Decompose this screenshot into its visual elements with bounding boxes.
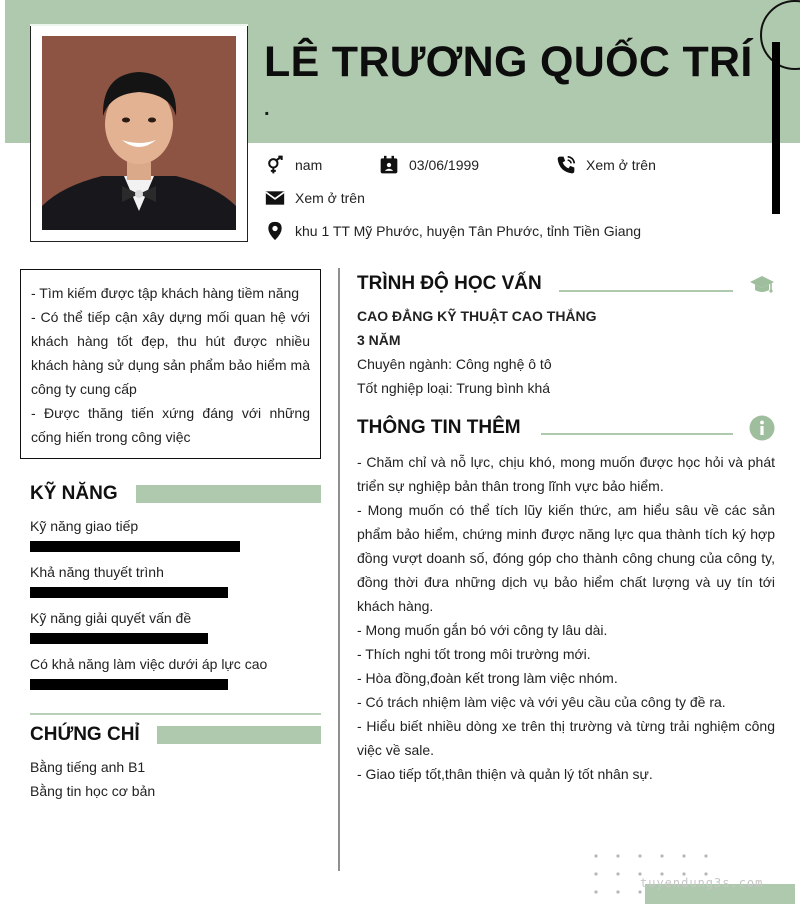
career-objective-box	[20, 269, 321, 459]
address-item	[265, 221, 641, 241]
calendar-icon	[379, 155, 399, 175]
skill-name: Kỹ năng giải quyết vấn đề	[30, 610, 192, 626]
additional-info-line: - Giao tiếp tốt,thân thiện và quản lý tốt nhân sự.	[357, 766, 653, 782]
gender-text: nam	[295, 157, 323, 173]
skill-bar-fill	[30, 633, 208, 644]
certificates-title: CHỨNG CHỈ	[30, 724, 140, 745]
major: Chuyên ngành: Công nghệ ô tô	[357, 356, 552, 372]
graduation-grade: Tốt nghiệp loại: Trung bình khá	[357, 380, 551, 396]
objective-line: - Tìm kiếm được tập khách hàng tiềm năng	[31, 285, 300, 301]
skills-title: KỸ NĂNG	[30, 483, 118, 504]
additional-info-line: - Mong muốn có thể tích lũy kiến thức, am hiểu sâu về các sản phẩm bảo hiểm, chứng minh được năng lực qua thành tích ký hợp đồng vượt doanh số, đóng góp cho thành công chung của công ty, đồng thời đưa những dịch vụ bảo hiểm chất lượng và uy tín tới khách hàng.	[357, 502, 775, 614]
birthdate-item	[379, 155, 479, 175]
phone-icon	[556, 155, 576, 175]
skill-name: Khả năng thuyết trình	[30, 564, 164, 580]
location-pin-icon	[265, 221, 285, 241]
additional-info-line: - Hiểu biết nhiều dòng xe trên thị trường và từng trải nghiệm công việc về sale.	[357, 718, 775, 758]
section-divider	[30, 713, 321, 715]
additional-info-title-line	[541, 433, 733, 435]
person-name: LÊ TRƯƠNG QUỐC TRÍ	[264, 38, 753, 86]
birthdate-text: 03/06/1999	[409, 157, 480, 173]
skill-bar-fill	[30, 679, 228, 690]
skill-bar	[30, 679, 321, 690]
envelope-icon	[265, 188, 285, 208]
school-name: CAO ĐẲNG KỸ THUẬT CAO THẮNG	[357, 308, 597, 324]
additional-info-line: - Mong muốn gắn bó với công ty lâu dài.	[357, 622, 608, 638]
skill-bar	[30, 633, 321, 644]
objective-line: - Được thăng tiến xứng đáng với những cống hiến trong công việc	[31, 405, 310, 445]
info-icon	[749, 415, 775, 441]
gender-item	[265, 155, 322, 175]
skill-name: Có khả năng làm việc dưới áp lực cao	[30, 656, 268, 672]
skills-title-bar	[136, 485, 321, 503]
watermark: tuyendung3s.com	[640, 876, 764, 890]
phone-text: Xem ở trên	[586, 157, 656, 173]
column-divider	[338, 268, 340, 871]
email-text: Xem ở trên	[295, 190, 365, 206]
decorative-bar	[772, 42, 780, 214]
additional-info-line: - Hòa đồng,đoàn kết trong làm việc nhóm.	[357, 670, 618, 686]
skill-name: Kỹ năng giao tiếp	[30, 518, 139, 534]
skill-bar	[30, 541, 321, 552]
additional-info-content	[357, 450, 775, 786]
address-text: khu 1 TT Mỹ Phước, huyện Tân Phước, tỉnh Tiền Giang	[295, 223, 642, 239]
additional-info-line: - Thích nghi tốt trong môi trường mới.	[357, 646, 591, 662]
job-title: .	[264, 98, 270, 120]
gender-icon	[265, 155, 285, 175]
objective-line: - Có thể tiếp cận xây dựng mối quan hệ với khách hàng tốt đẹp, thu hút được nhiều khách hàng sử dụng sản phẩm bảo hiểm mà công ty cung cấp	[31, 309, 310, 397]
additional-info-line: - Chăm chỉ và nỗ lực, chịu khó, mong muốn được học hỏi và phát triển sự nghiệp bản thân trong lĩnh vực bảo hiểm.	[357, 454, 775, 494]
skill-bar	[30, 587, 321, 598]
education-title: TRÌNH ĐỘ HỌC VẤN	[357, 273, 542, 294]
phone-item	[556, 155, 656, 175]
skill-bar-fill	[30, 541, 240, 552]
additional-info-line: - Có trách nhiệm làm việc và với yêu cầu của công ty đề ra.	[357, 694, 726, 710]
email-item	[265, 188, 365, 208]
certificate-item: Bằng tin học cơ bản	[30, 783, 156, 799]
photo-frame-highlight	[30, 24, 248, 26]
education-title-line	[559, 290, 733, 292]
avatar	[42, 36, 236, 230]
certificates-title-bar	[157, 726, 321, 744]
skill-bar-fill	[30, 587, 228, 598]
additional-info-title: THÔNG TIN THÊM	[357, 417, 521, 438]
study-duration: 3 NĂM	[357, 332, 401, 348]
graduation-cap-icon	[749, 272, 775, 298]
certificate-item: Bằng tiếng anh B1	[30, 759, 146, 775]
